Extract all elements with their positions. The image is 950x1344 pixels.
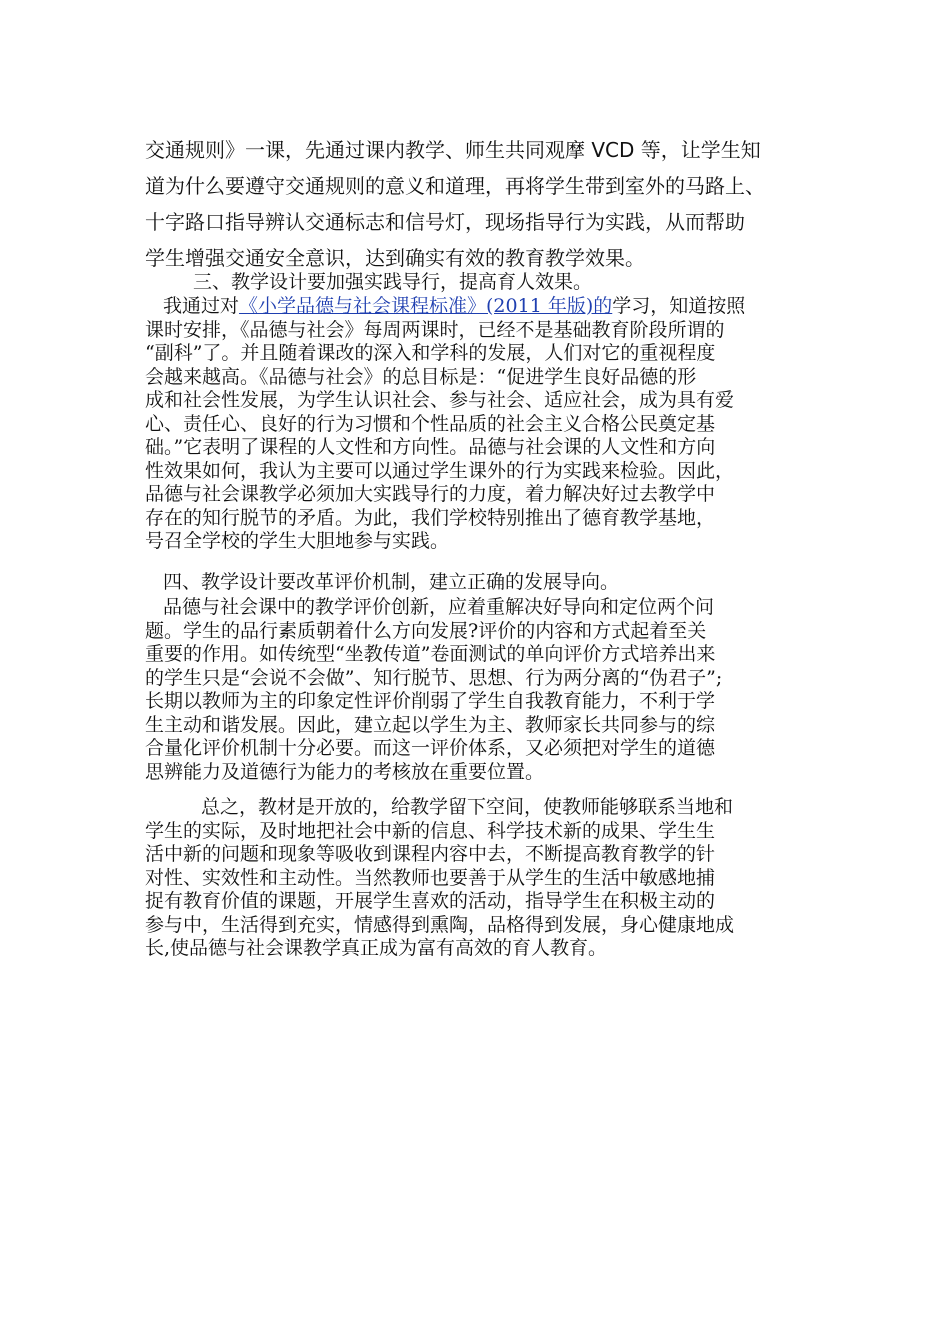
text-line: 存在的知行脱节的矛盾。为此，我们学校特别推出了德育教学基地， [145, 506, 716, 529]
text-line: 合量化评价机制十分必要。而这一评价体系，又必须把对学生的道德 [145, 737, 716, 759]
text-line: “副科”了。并且随着课改的深入和学科的发展，人们对它的重视程度 [145, 342, 716, 364]
text-line: 号召全学校的学生大胆地参与实践。 [145, 530, 450, 552]
text-line: 总之，教材是开放的，给教学留下空间，使教师能够联系当地和 [201, 796, 734, 818]
text-line: 生主动和谐发展。因此，建立起以学生为主、教师家长共同参与的综 [145, 713, 716, 736]
paragraph-conclusion [145, 796, 825, 961]
text-line: 题。学生的品行素质朝着什么方向发展?评价的内容和方式起着至关 [145, 619, 707, 642]
paragraph-intro [145, 134, 825, 278]
text-line: 品德与社会课中的教学评价创新，应着重解决好导向和定位两个问 [163, 596, 715, 618]
text-line: 础。”它表明了课程的人文性和方向性。品德与社会课的人文性和方向 [145, 436, 716, 458]
section-3-heading: 三、教学设计要加强实践导行，提高育人效果。 [193, 271, 593, 293]
section-4-heading-block [145, 571, 825, 595]
section-4-heading: 四、教学设计要改革评价机制，建立正确的发展导向。 [163, 571, 620, 593]
text-line: 学生增强交通安全意识，达到确实有效的教育教学效果。 [145, 246, 645, 270]
curriculum-standard-link[interactable]: 《小学品德与社会课程标准》(2011 年版)的 [239, 295, 613, 317]
paragraph-section-4 [145, 596, 825, 784]
link-suffix: 学习，知道按照 [612, 295, 746, 317]
text-line: 长,使品德与社会课教学真正成为富有高效的育人教育。 [145, 937, 608, 959]
text-line: 重要的作用。如传统型“坐教传道”卷面测试的单向评价方式培养出来 [145, 643, 716, 665]
text-line: 学生的实际，及时地把社会中新的信息、科学技术新的成果、学生生 [145, 819, 716, 842]
paragraph-section-3 [145, 295, 825, 554]
text-line-with-link [145, 295, 825, 319]
text-line: 长期以教师为主的印象定性评价削弱了学生自我教育能力，不利于学 [145, 690, 716, 712]
text-line: 性效果如何，我认为主要可以通过学生课外的行为实践来检验。因此， [145, 459, 735, 482]
text-line: 品德与社会课教学必须加大实践导行的力度，着力解决好过去教学中 [145, 483, 716, 505]
link-prefix: 我通过对 [163, 295, 240, 317]
text-line: 课时安排，《品德与社会》每周两课时，已经不是基础教育阶段所谓的 [145, 318, 725, 341]
text-line: 道为什么要遵守交通规则的意义和道理，再将学生带到室外的马路上、 [145, 174, 765, 198]
text-line: 会越来越高。《品德与社会》的总目标是：“促进学生良好品德的形 [145, 365, 697, 388]
text-line: 思辨能力及道德行为能力的考核放在重要位置。 [145, 760, 545, 783]
text-line: 交通规则》一课，先通过课内教学、师生共同观摩 VCD 等，让学生知 [145, 138, 761, 162]
text-line: 十字路口指导辨认交通标志和信号灯，现场指导行为实践，从而帮助 [145, 210, 745, 234]
text-line: 活中新的问题和现象等吸收到课程内容中去，不断提高教育教学的针 [145, 843, 716, 865]
text-line: 捉有教育价值的课题，开展学生喜欢的活动，指导学生在积极主动的 [145, 890, 716, 912]
text-line: 参与中，生活得到充实，情感得到熏陶，品格得到发展，身心健康地成 [145, 913, 735, 936]
text-line: 的学生只是“会说不会做”、知行脱节、思想、行为两分离的“伪君子”; [145, 666, 723, 689]
text-line: 对性、实效性和主动性。当然教师也要善于从学生的生活中敏感地捕 [145, 866, 716, 889]
text-line: 成和社会性发展，为学生认识社会、参与社会、适应社会，成为具有爱 [145, 389, 735, 411]
text-line: 心、责任心、良好的行为习惯和个性品质的社会主义合格公民奠定基 [145, 412, 716, 435]
section-3-heading-block [145, 271, 825, 295]
